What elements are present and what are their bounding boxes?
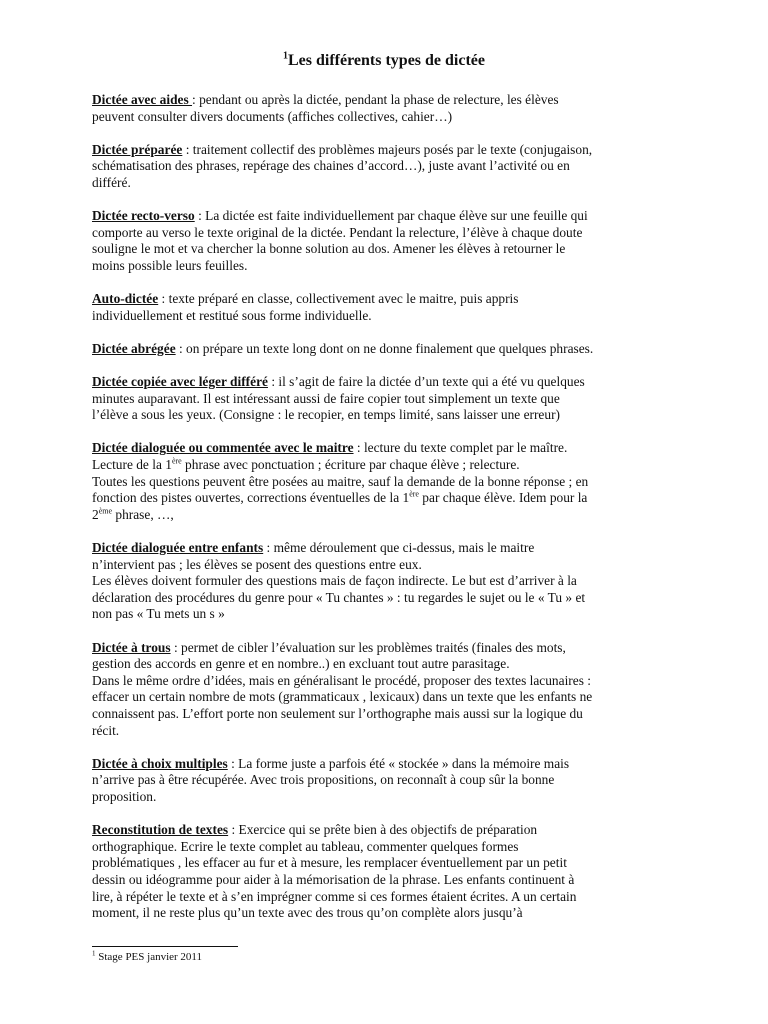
section-paragraph xyxy=(92,208,682,274)
paragraph-line xyxy=(92,241,682,258)
paragraph-line xyxy=(92,158,682,175)
line-text: moins possible leurs feuilles. xyxy=(92,257,248,273)
paragraph-line xyxy=(92,822,682,839)
line-text: Dans le même ordre d’idées, mais en généralisant le procédé, proposer des textes lacunaires : xyxy=(92,672,591,688)
line-text: n’arrive pas à être récupérée. Avec trois propositions, on reconnaît à coup sûr la bonne xyxy=(92,772,555,788)
paragraph-line xyxy=(92,92,682,109)
paragraph-line xyxy=(92,109,682,126)
paragraph-line xyxy=(92,258,682,275)
line-text: dessin ou idéogramme pour aider à la mémorisation de la phrase. Les enfants continuent à xyxy=(92,871,575,887)
section-paragraph xyxy=(92,640,682,740)
line-text: l’élève a sous les yeux. (Consigne : le recopier, en temps limité, sans laisser une erreur) xyxy=(92,407,560,423)
line-text: individuellement et restitué sous forme individuelle. xyxy=(92,307,372,323)
line-text: : permet de cibler l’évaluation sur les problèmes traités (finales des mots, xyxy=(170,639,566,655)
section-term: Dictée préparée xyxy=(92,141,183,157)
footnote-mark: 1 xyxy=(92,949,96,958)
paragraph-line xyxy=(92,756,682,773)
section-term: Dictée dialoguée entre enfants xyxy=(92,540,264,556)
paragraph-line xyxy=(92,341,682,358)
document-body xyxy=(92,92,682,938)
line-text: peuvent consulter divers documents (affiches collectives, cahier…) xyxy=(92,108,453,124)
section-term: Dictée à trous xyxy=(92,639,171,655)
paragraph-line xyxy=(92,440,682,457)
paragraph-line xyxy=(92,640,682,657)
section-paragraph xyxy=(92,756,682,806)
line-text: comporte au verso le texte original de la dictée. Pendant la relecture, l’élève à chaque doute xyxy=(92,224,583,240)
line-text: récit. xyxy=(92,722,120,738)
section-paragraph xyxy=(92,291,682,324)
section-paragraph xyxy=(92,540,682,623)
line-text: : Exercice qui se prête bien à des objectifs de préparation xyxy=(228,822,538,838)
line-text: déclaration des procédures du genre pour « Tu chantes » : tu regardes le sujet ou le « Tu » et xyxy=(92,589,586,605)
paragraph-line xyxy=(92,391,682,408)
line-text: Toutes les questions peuvent être posées au maitre, sauf la demande de la bonne réponse ; en xyxy=(92,473,589,489)
paragraph-line xyxy=(92,905,682,922)
paragraph-line xyxy=(92,590,682,607)
line-text: : pendant ou après la dictée, pendant la phase de relecture, les élèves xyxy=(192,92,559,107)
line-text: Lecture de la 1 xyxy=(92,457,172,473)
line-text: phrase avec ponctuation ; écriture par chaque élève ; relecture. xyxy=(181,457,520,473)
line-text: moment, il ne reste plus qu’un texte avec des trous qu’on complète alors jusqu’à xyxy=(92,905,523,921)
line-text: minutes auparavant. Il est intéressant aussi de faire copier tout simplement un texte que xyxy=(92,390,560,406)
paragraph-line xyxy=(92,606,682,623)
section-paragraph xyxy=(92,374,682,424)
line-text: connaissent pas. L’effort porte non seulement sur l’orthographe mais aussi sur la logique du xyxy=(92,705,583,721)
line-text: lire, à répéter le texte et à s’en imprégner comme si ces formes étaient écrites. A un certain xyxy=(92,888,577,904)
ordinal-superscript: ère xyxy=(409,489,419,499)
section-term: Reconstitution de textes xyxy=(92,822,229,838)
paragraph-line xyxy=(92,772,682,789)
paragraph-line xyxy=(92,308,682,325)
paragraph-line xyxy=(92,689,682,706)
line-text: : il s’agit de faire la dictée d’un texte qui a été vu quelques xyxy=(267,374,585,390)
page-title xyxy=(0,52,768,70)
line-text: orthographique. Ecrire le texte complet au tableau, commenter quelques formes xyxy=(92,838,519,854)
paragraph-line xyxy=(92,474,682,491)
section-term: Dictée avec aides xyxy=(92,92,193,107)
footnote-separator xyxy=(92,946,238,947)
line-text: non pas « Tu mets un s » xyxy=(92,606,225,622)
line-text: problématiques , les effacer au fur et à mesure, les remplacer éventuellement par un petit xyxy=(92,855,567,871)
paragraph-line xyxy=(92,142,682,159)
section-term: Dictée copiée avec léger différé xyxy=(92,374,268,390)
paragraph-line xyxy=(92,656,682,673)
section-term: Dictée abrégée xyxy=(92,340,176,356)
line-text: : La dictée est faite individuellement par chaque élève sur une feuille qui xyxy=(194,208,588,224)
paragraph-line xyxy=(92,573,682,590)
paragraph-line xyxy=(92,490,682,507)
line-text: Les élèves doivent formuler des questions mais de façon indirecte. Le but est d’arriver à la xyxy=(92,573,577,589)
line-text: 2 xyxy=(92,506,99,522)
paragraph-line xyxy=(92,407,682,424)
line-text: schématisation des phrases, repérage des chaines d’accord…), juste avant l’activité ou en xyxy=(92,158,570,174)
paragraph-line xyxy=(92,673,682,690)
line-text: proposition. xyxy=(92,788,157,804)
section-paragraph xyxy=(92,822,682,922)
footnote-text: Stage PES janvier 2011 xyxy=(95,951,203,963)
paragraph-line xyxy=(92,839,682,856)
footnote xyxy=(92,951,202,963)
paragraph-line xyxy=(92,208,682,225)
paragraph-line xyxy=(92,706,682,723)
paragraph-line xyxy=(92,889,682,906)
paragraph-line xyxy=(92,789,682,806)
paragraph-line xyxy=(92,557,682,574)
line-text: fonction des pistes ouvertes, corrections éventuelles de la 1 xyxy=(92,490,410,506)
paragraph-line xyxy=(92,872,682,889)
paragraph-line xyxy=(92,457,682,474)
paragraph-line xyxy=(92,540,682,557)
section-term: Dictée à choix multiples xyxy=(92,755,228,771)
line-text: n’intervient pas ; les élèves se posent des questions entre eux. xyxy=(92,556,422,572)
line-text: : traitement collectif des problèmes majeurs posés par le texte (conjugaison, xyxy=(182,141,593,157)
paragraph-line xyxy=(92,175,682,192)
line-text: : lecture du texte complet par le maître. xyxy=(353,440,568,456)
line-text: différé. xyxy=(92,174,131,190)
section-paragraph xyxy=(92,341,682,358)
title-footnote-mark: 1 xyxy=(283,50,288,62)
section-term: Auto-dictée xyxy=(92,291,159,307)
paragraph-line xyxy=(92,291,682,308)
section-paragraph xyxy=(92,142,682,192)
line-text: phrase, …, xyxy=(112,506,174,522)
line-text: : texte préparé en classe, collectivement avec le maitre, puis appris xyxy=(158,291,519,307)
paragraph-line xyxy=(92,507,682,524)
paragraph-line xyxy=(92,855,682,872)
line-text: : La forme juste a parfois été « stockée » dans la mémoire mais xyxy=(227,755,570,771)
section-paragraph xyxy=(92,440,682,523)
line-text: gestion des accords en genre et en nombre..) en excluant tout autre parasitage. xyxy=(92,656,510,672)
title-text: Les différents types de dictée xyxy=(288,52,485,69)
line-text: : on prépare un texte long dont on ne donne finalement que quelques phrases. xyxy=(175,340,594,356)
ordinal-superscript: ère xyxy=(171,456,182,466)
line-text: : même déroulement que ci-dessus, mais le maitre xyxy=(263,540,535,556)
line-text: par chaque élève. Idem pour la xyxy=(418,490,588,506)
section-term: Dictée dialoguée ou commentée avec le maitre xyxy=(92,440,354,456)
paragraph-line xyxy=(92,723,682,740)
line-text: souligne le mot et va chercher la bonne solution au dos. Amener les élèves à retourner le xyxy=(92,241,566,257)
ordinal-superscript: ème xyxy=(98,506,113,516)
section-term: Dictée recto-verso xyxy=(92,208,195,224)
paragraph-line xyxy=(92,225,682,242)
paragraph-line xyxy=(92,374,682,391)
line-text: effacer un certain nombre de mots (grammaticaux , lexicaux) dans un texte que les enfants ne xyxy=(92,689,593,705)
section-paragraph xyxy=(92,92,682,125)
